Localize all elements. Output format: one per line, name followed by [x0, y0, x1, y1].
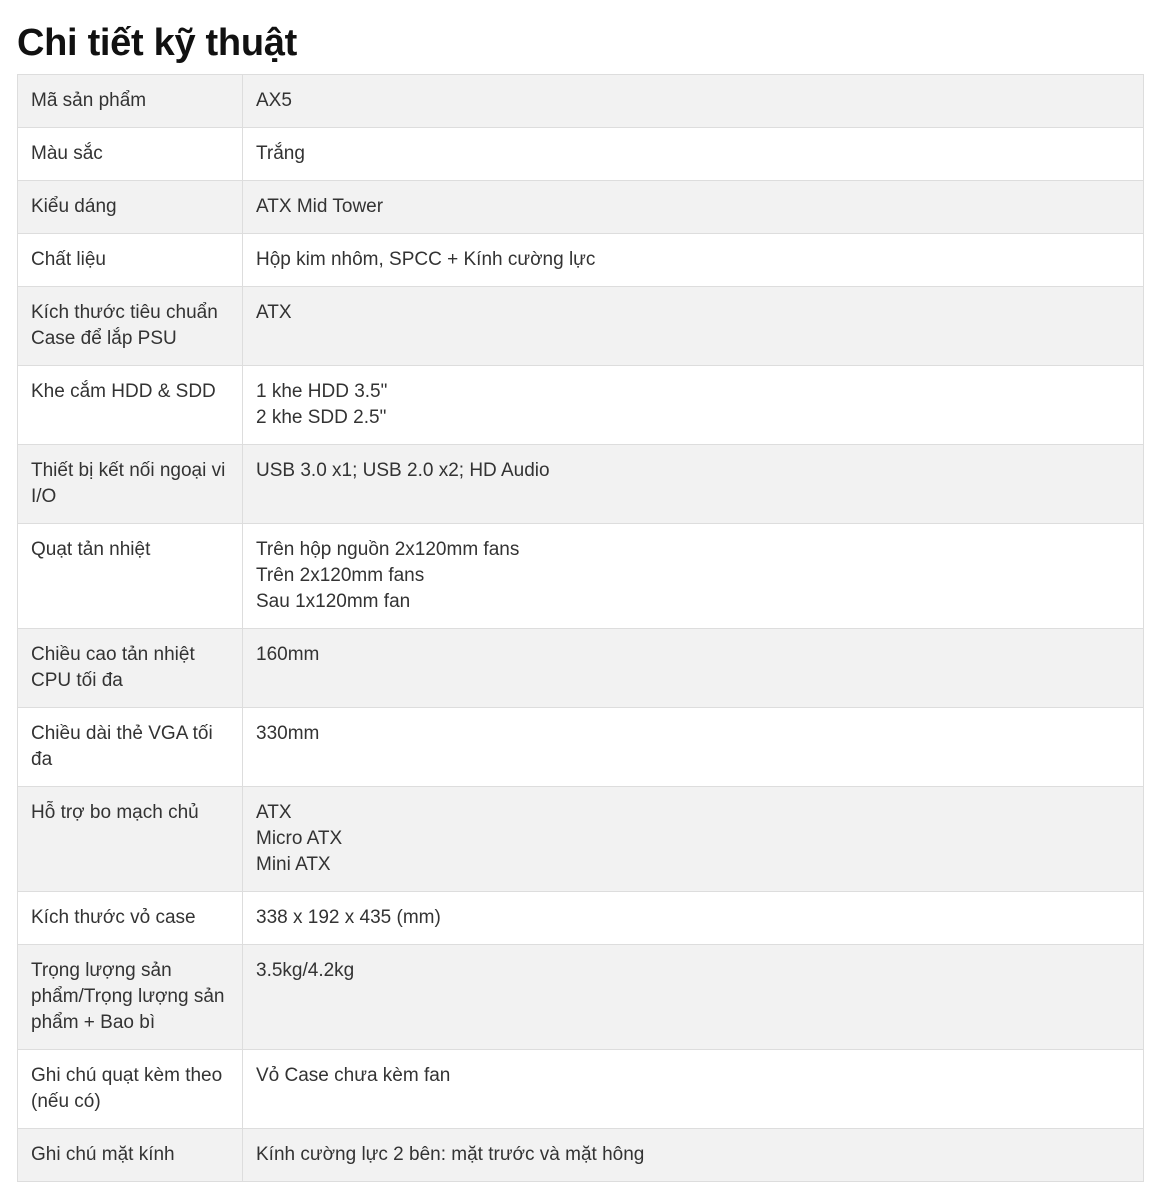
spec-value-line: Hộp kim nhôm, SPCC + Kính cường lực: [256, 249, 596, 270]
spec-table-body: [18, 75, 1144, 1182]
spec-label: Chiều dài thẻ VGA tối đa: [18, 708, 243, 787]
spec-value-line: 3.5kg/4.2kg: [256, 960, 355, 981]
spec-label: Hỗ trợ bo mạch chủ: [18, 787, 243, 892]
spec-value-line: 2 khe SDD 2.5": [256, 407, 387, 428]
table-row: [18, 1050, 1144, 1129]
spec-value-line: 330mm: [256, 723, 320, 744]
spec-value-line: 1 khe HDD 3.5": [256, 381, 388, 402]
spec-value: [243, 287, 1144, 366]
table-row: [18, 892, 1144, 945]
spec-label: Kích thước vỏ case: [18, 892, 243, 945]
spec-label: Kiểu dáng: [18, 181, 243, 234]
spec-label: Ghi chú mặt kính: [18, 1129, 243, 1182]
spec-value: [243, 234, 1144, 287]
table-row: [18, 945, 1144, 1050]
table-row: [18, 787, 1144, 892]
spec-table: [17, 74, 1144, 1182]
spec-label: Mã sản phẩm: [18, 75, 243, 128]
spec-value-line: Trắng: [256, 143, 305, 164]
page-title: Chi tiết kỹ thuật: [17, 22, 297, 64]
spec-value: [243, 787, 1144, 892]
spec-label: Kích thước tiêu chuẩn Case để lắp PSU: [18, 287, 243, 366]
spec-value-line: AX5: [256, 90, 292, 111]
table-row: [18, 1129, 1144, 1182]
spec-value: [243, 366, 1144, 445]
spec-label: Quạt tản nhiệt: [18, 524, 243, 629]
spec-value: [243, 892, 1144, 945]
spec-value-line: ATX: [256, 302, 292, 323]
table-row: [18, 366, 1144, 445]
spec-value-line: Mini ATX: [256, 854, 331, 875]
table-row: [18, 234, 1144, 287]
table-row: [18, 629, 1144, 708]
table-row: [18, 524, 1144, 629]
spec-label: Thiết bị kết nối ngoại vi I/O: [18, 445, 243, 524]
spec-value-line: Kính cường lực 2 bên: mặt trước và mặt hông: [256, 1144, 645, 1165]
spec-value: [243, 1129, 1144, 1182]
spec-value-line: Trên hộp nguồn 2x120mm fans: [256, 539, 520, 560]
spec-value-line: 338 x 192 x 435 (mm): [256, 907, 441, 928]
spec-value: [243, 181, 1144, 234]
spec-label: Khe cắm HDD & SDD: [18, 366, 243, 445]
spec-value: [243, 445, 1144, 524]
table-row: [18, 75, 1144, 128]
spec-value-line: Trên 2x120mm fans: [256, 565, 425, 586]
table-row: [18, 708, 1144, 787]
spec-value: [243, 1050, 1144, 1129]
spec-value-line: ATX: [256, 802, 292, 823]
table-row: [18, 128, 1144, 181]
spec-value: [243, 75, 1144, 128]
table-row: [18, 181, 1144, 234]
spec-value-line: ATX Mid Tower: [256, 196, 384, 217]
spec-label: Chất liệu: [18, 234, 243, 287]
spec-label: Trọng lượng sản phẩm/Trọng lượng sản phẩm + Bao bì: [18, 945, 243, 1050]
table-row: [18, 287, 1144, 366]
spec-value: [243, 945, 1144, 1050]
table-row: [18, 445, 1144, 524]
spec-label: Chiều cao tản nhiệt CPU tối đa: [18, 629, 243, 708]
spec-label: Ghi chú quạt kèm theo (nếu có): [18, 1050, 243, 1129]
spec-value-line: Vỏ Case chưa kèm fan: [256, 1065, 451, 1086]
spec-value-line: Micro ATX: [256, 828, 343, 849]
spec-value-line: Sau 1x120mm fan: [256, 591, 411, 612]
spec-value-line: 160mm: [256, 644, 320, 665]
spec-value-line: USB 3.0 x1; USB 2.0 x2; HD Audio: [256, 460, 550, 481]
spec-value: [243, 708, 1144, 787]
spec-value: [243, 629, 1144, 708]
spec-label: Màu sắc: [18, 128, 243, 181]
spec-value: [243, 524, 1144, 629]
spec-value: [243, 128, 1144, 181]
